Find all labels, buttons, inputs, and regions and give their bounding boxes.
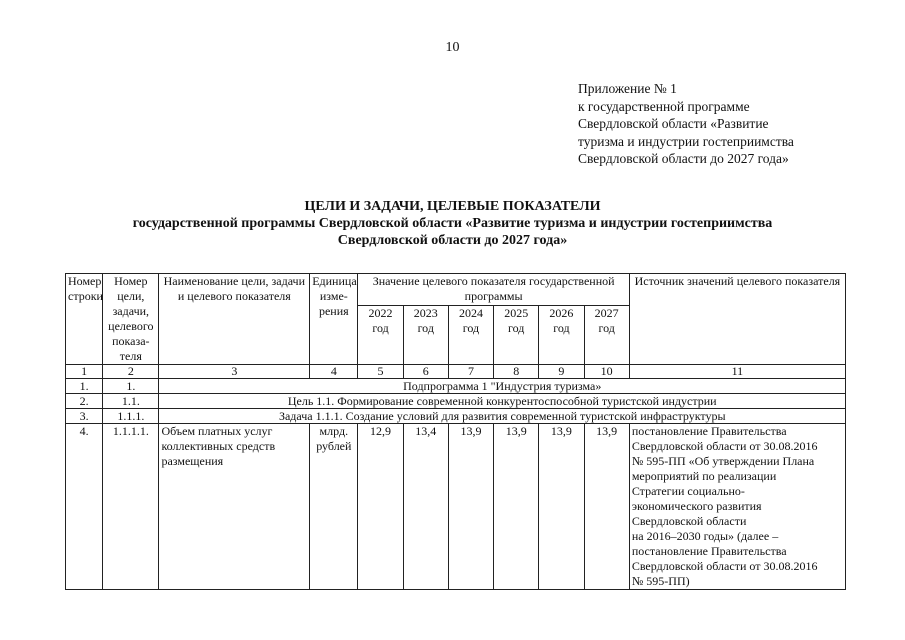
indicators-table <box>65 273 846 590</box>
header-year: 2027 год <box>584 306 629 365</box>
page-number: 10 <box>445 40 460 55</box>
header-year: 2023 год <box>403 306 448 365</box>
column-number: 6 <box>403 365 448 379</box>
appendix-line: туризма и индустрии гостеприимства <box>578 133 794 149</box>
column-number-row <box>66 365 846 379</box>
header-source: Источник значений целевого показателя <box>629 274 845 365</box>
title-line-2: государственной программы Свердловской области «Развитие туризма и индустрии гостеприимства <box>132 216 773 231</box>
indicator-value: 13,9 <box>448 424 493 590</box>
row-number: 4. <box>66 424 103 590</box>
indicator-value: 13,4 <box>403 424 448 590</box>
row-number: 3. <box>66 409 103 424</box>
indicator-source: постановление Правительства Свердловской области от 30.08.2016 № 595-ПП «Об утверждении Плана мероприятий по реализации Стратегии социально- экономического развития Свердловской области на 2016–2030 годы» (далее – постановление Правительства Свердловской области от 30.08.2016 № 595-ПП) <box>629 424 845 590</box>
column-number: 2 <box>103 365 159 379</box>
goal-title: Цель 1.1. Формирование современной конкурентоспособной туристской индустрии <box>159 394 846 409</box>
header-year: 2025 год <box>494 306 539 365</box>
column-number: 9 <box>539 365 584 379</box>
column-number: 7 <box>448 365 493 379</box>
task-title: Задача 1.1.1. Создание условий для развития современной туристской инфраструктуры <box>159 409 846 424</box>
column-number: 4 <box>310 365 358 379</box>
indicator-value: 13,9 <box>494 424 539 590</box>
column-number: 11 <box>629 365 845 379</box>
header-row-number: Номер строки <box>66 274 103 365</box>
title-line-1: ЦЕЛИ И ЗАДАЧИ, ЦЕЛЕВЫЕ ПОКАЗАТЕЛИ <box>304 199 601 214</box>
indicator-value: 12,9 <box>358 424 403 590</box>
appendix-line: к государственной программе <box>578 98 750 114</box>
header-goal-number: Номер цели, задачи, целевого показа-теля <box>103 274 159 365</box>
row-number: 1. <box>66 379 103 394</box>
table-row <box>66 409 846 424</box>
header-year: 2026 год <box>539 306 584 365</box>
indicator-value: 13,9 <box>584 424 629 590</box>
table-row <box>66 379 846 394</box>
table-row <box>66 394 846 409</box>
row-number: 2. <box>66 394 103 409</box>
goal-number: 1.1. <box>103 394 159 409</box>
header-name: Наименование цели, задачи и целевого показателя <box>159 274 310 365</box>
title-line-3: Свердловской области до 2027 года» <box>337 233 568 248</box>
indicator-number: 1.1.1.1. <box>103 424 159 590</box>
column-number: 10 <box>584 365 629 379</box>
column-number: 1 <box>66 365 103 379</box>
subprogram-title: Подпрограмма 1 "Индустрия туризма» <box>159 379 846 394</box>
header-year: 2024 год <box>448 306 493 365</box>
appendix-line: Свердловской области до 2027 года» <box>578 151 789 166</box>
goal-number: 1.1.1. <box>103 409 159 424</box>
header-unit: Единица изме-рения <box>310 274 358 365</box>
header-year: 2022 год <box>358 306 403 365</box>
appendix-line: Свердловской области «Развитие <box>578 116 769 131</box>
indicator-name: Объем платных услуг коллективных средств размещения <box>159 424 310 590</box>
table-row <box>66 424 846 590</box>
indicator-value: 13,9 <box>539 424 584 590</box>
indicator-unit: млрд. рублей <box>310 424 358 590</box>
header-values: Значение целевого показателя государственной программы <box>358 274 629 306</box>
column-number: 8 <box>494 365 539 379</box>
appendix-note <box>578 80 794 168</box>
goal-number: 1. <box>103 379 159 394</box>
document-title <box>0 198 905 249</box>
column-number: 5 <box>358 365 403 379</box>
column-number: 3 <box>159 365 310 379</box>
appendix-line: Приложение № 1 <box>578 81 677 96</box>
